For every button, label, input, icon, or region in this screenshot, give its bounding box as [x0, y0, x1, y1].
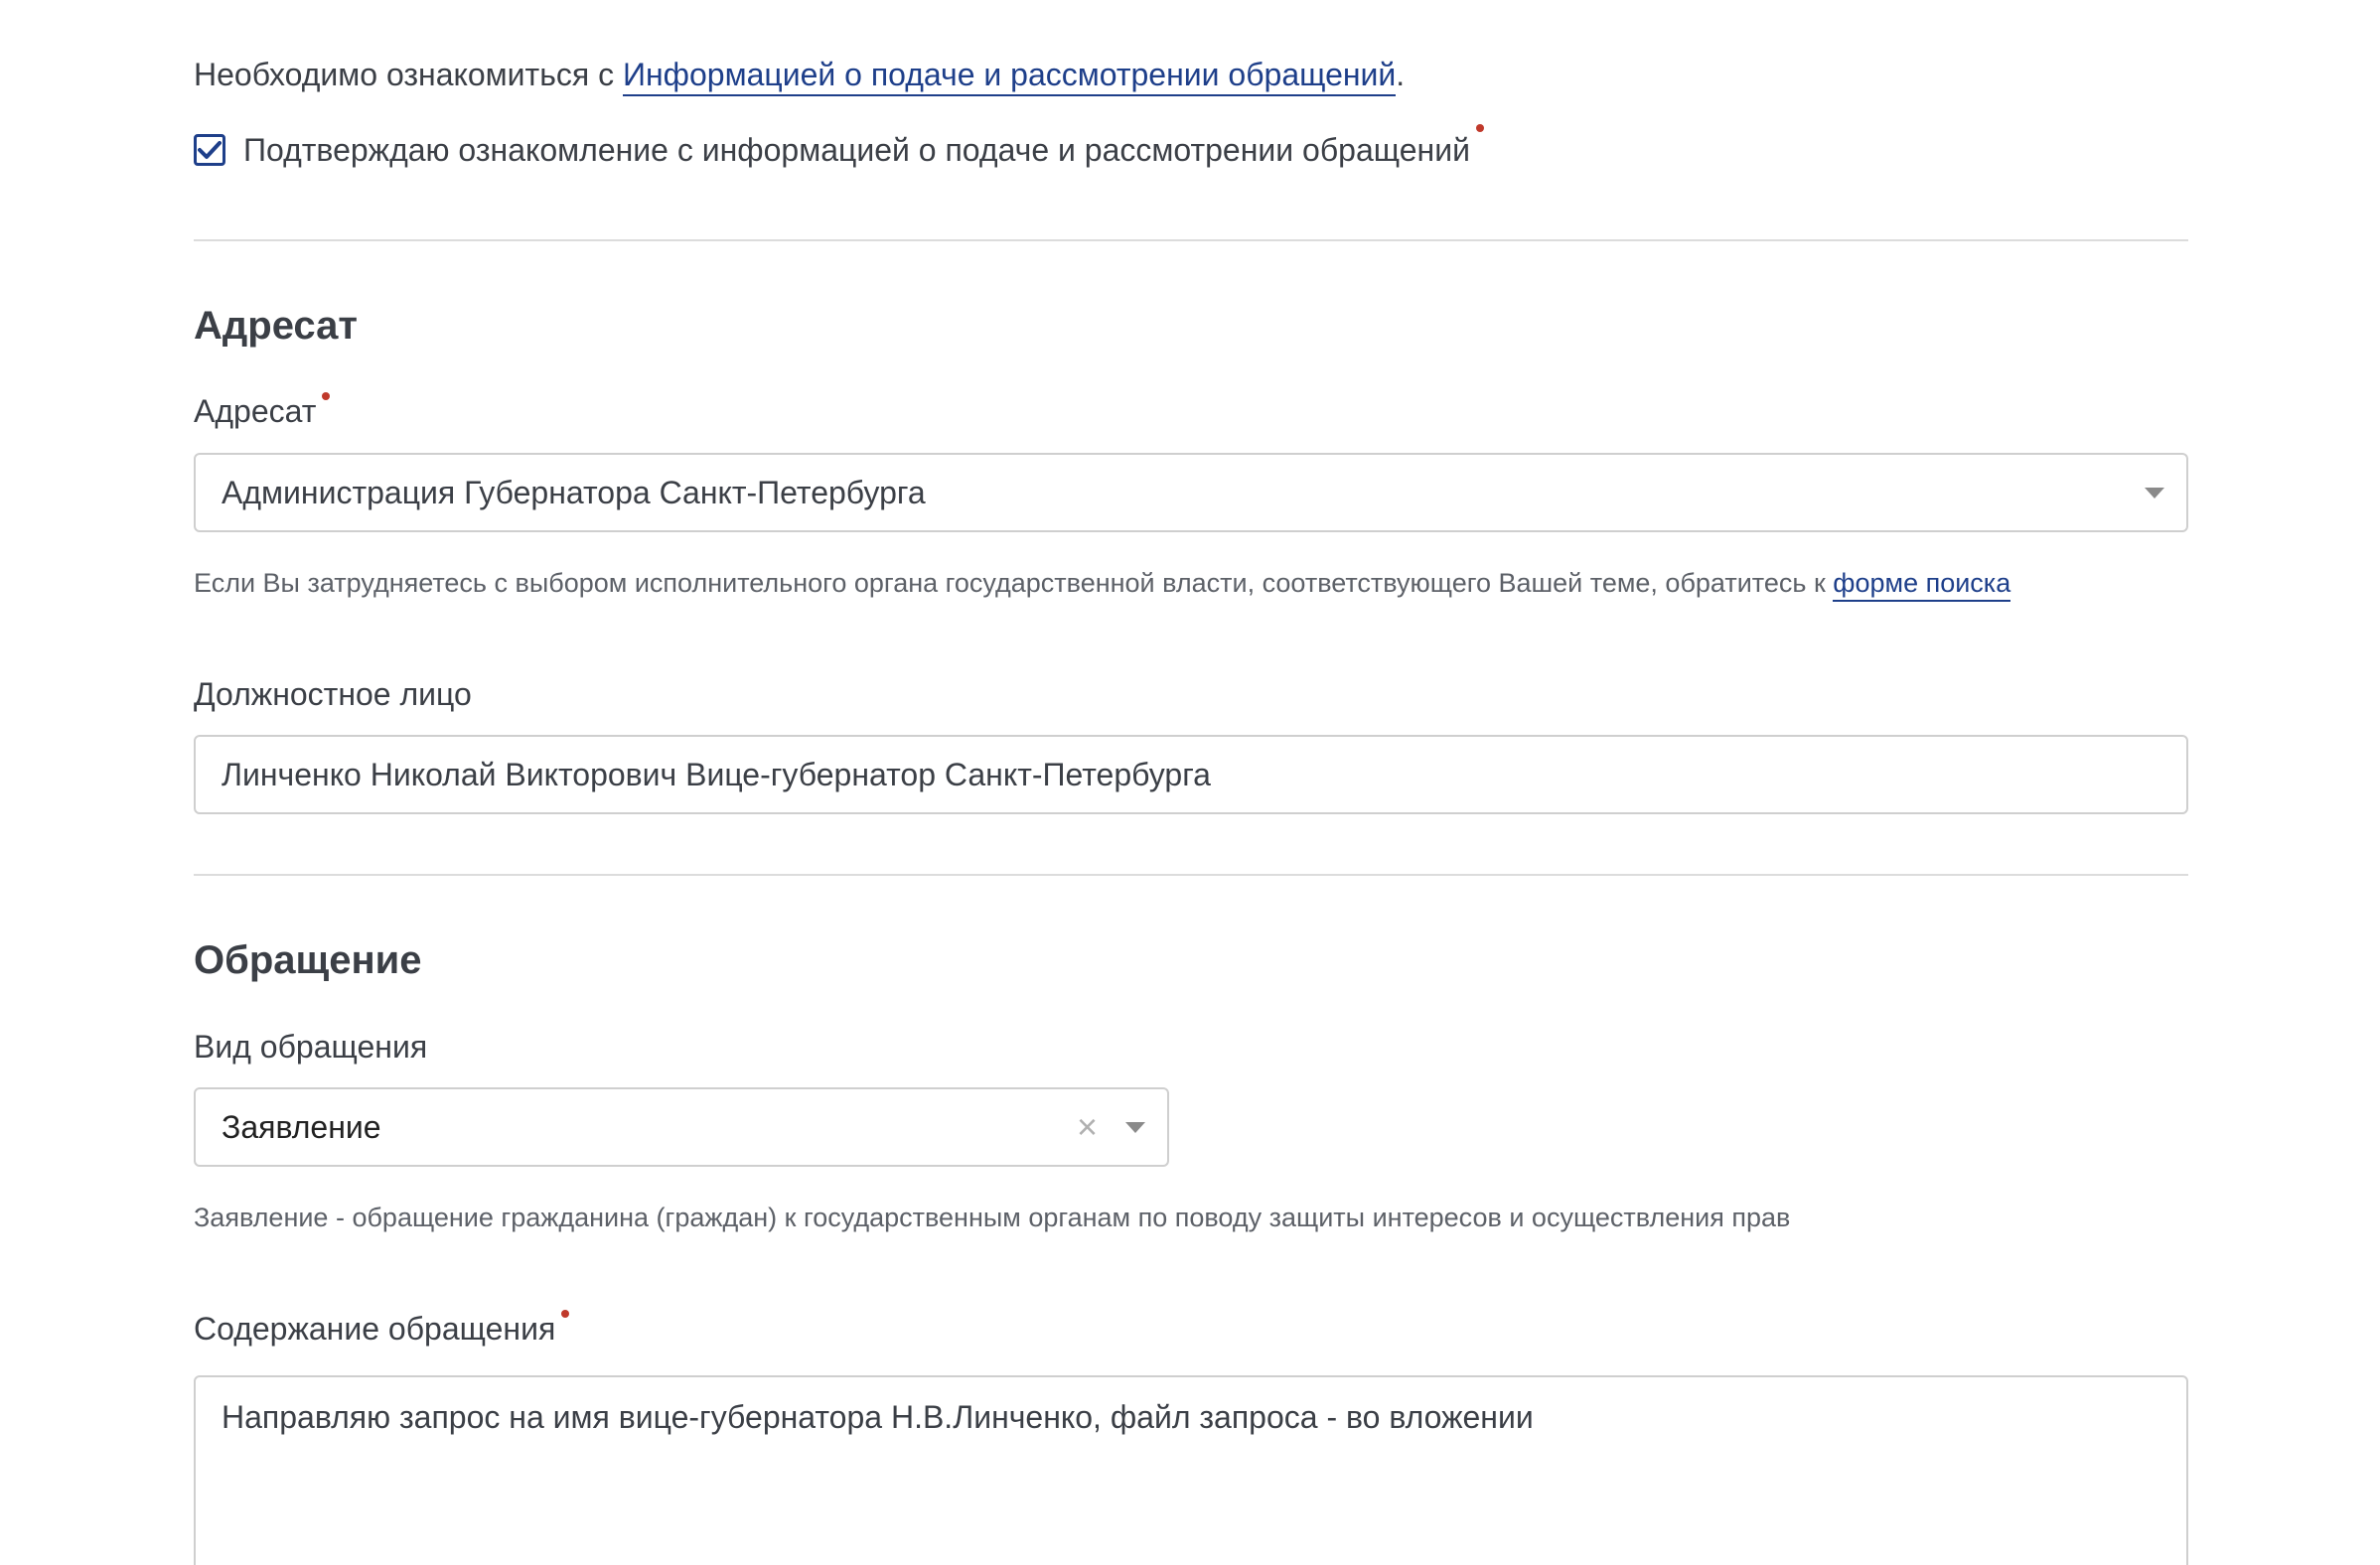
chevron-down-icon[interactable] [1125, 1122, 1145, 1133]
info-link[interactable]: Информацией о подаче и рассмотрении обращений [623, 57, 1396, 96]
consent-checkbox[interactable] [194, 134, 225, 166]
consent-checkbox-label[interactable]: Подтверждаю ознакомление с информацией о подаче и рассмотрении обращений [243, 131, 1470, 168]
addressee-select[interactable] [194, 453, 2188, 532]
consent-intro-text: Необходимо ознакомиться с [194, 57, 623, 92]
clear-icon[interactable]: × [1076, 1106, 1098, 1147]
appeal-type-select[interactable] [194, 1087, 1169, 1167]
addressee-hint [194, 568, 2010, 599]
appeal-type-value: Заявление [222, 1108, 381, 1145]
appeal-content-textarea[interactable]: Направляю запрос на имя вице-губернатора Н.В.Линченко, файл запроса - во вложении [194, 1375, 2188, 1565]
chevron-down-icon[interactable] [2145, 488, 2164, 498]
required-marker [322, 392, 330, 400]
content-label-row [194, 1311, 569, 1348]
official-label: Должностное лицо [194, 676, 472, 712]
official-input[interactable]: Линченко Николай Викторович Вице-губернатор Санкт-Петербурга [194, 735, 2188, 814]
addressee-section-title: Адресат [194, 304, 358, 348]
appeal-section-title: Обращение [194, 938, 422, 982]
consent-notice [194, 50, 1405, 99]
addressee-label: Адресат [194, 393, 317, 429]
required-marker [561, 1310, 569, 1318]
search-form-link[interactable]: форме поиска [1833, 568, 2010, 602]
divider [194, 239, 2188, 241]
divider [194, 874, 2188, 876]
required-marker [1476, 124, 1484, 132]
check-icon [198, 140, 222, 160]
addressee-hint-text: Если Вы затрудняетесь с выбором исполнительного органа государственной власти, соответствующего Вашей теме, обратитесь к [194, 568, 1834, 598]
consent-trailing: . [1396, 57, 1406, 92]
appeal-type-hint: Заявление - обращение гражданина (граждан) к государственным органам по поводу защиты интересов и осуществления прав [194, 1203, 1791, 1232]
content-label: Содержание обращения [194, 1311, 556, 1347]
appeal-type-label: Вид обращения [194, 1029, 428, 1065]
consent-checkbox-row[interactable] [194, 125, 1484, 175]
addressee-select-value: Администрация Губернатора Санкт-Петербурга [222, 474, 926, 510]
addressee-label-row [194, 393, 330, 430]
